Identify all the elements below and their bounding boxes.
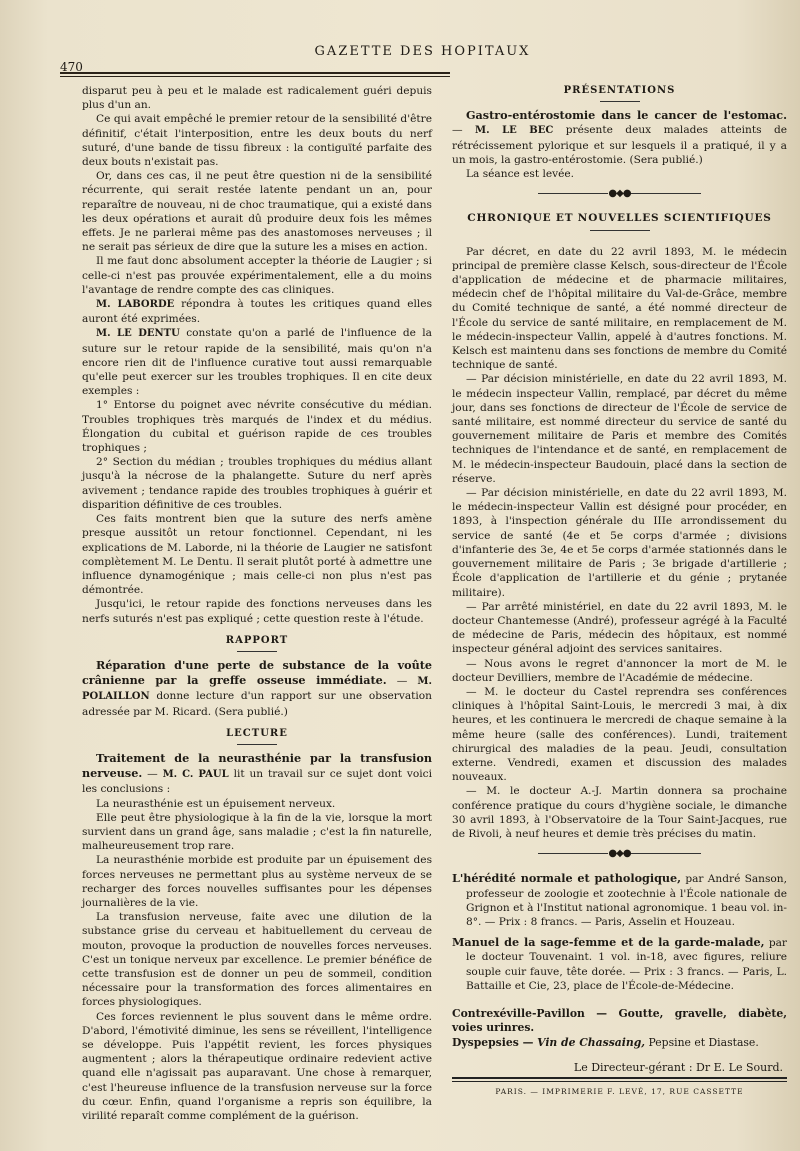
- paragraph: Jusqu'ici, le retour rapide des fonctions nerveuses dans les nerfs suturés n'est pas expliqué ; cette question reste à l'étude.: [82, 598, 432, 625]
- heading-text: LECTURE: [226, 727, 288, 739]
- advert-dyspepsies: [452, 1036, 787, 1050]
- paragraph: Or, dans ces cas, il ne peut être question ni de la sensibilité récurrente, qui serait restée latente pendant un an, pour reparaître de nouveau, ni de choc traumatique, qui a existé dans les deux opérations et aurait dû produire deux fois les mêmes effets. Je ne parlerai même pas des anastomoses nerveuses ; il ne serait pas sérieux de dire que la suture les a mises en action.: [82, 170, 432, 254]
- paragraph-text: lit un travail sur ce sujet dont voici les conclusions :: [82, 768, 432, 796]
- seance-levee: La séance est levée.: [466, 168, 575, 181]
- speaker-name: M. C. PAUL: [162, 769, 229, 781]
- news-item: — Nous avons le regret d'annoncer la mort de M. le docteur Devilliers, membre de l'Académie de médecine.: [452, 657, 787, 684]
- speaker-name: M. POLAILLON: [82, 676, 432, 703]
- imprimerie-line: PARIS. — IMPRIMERIE F. LEVÉ, 17, RUE CASSETTE: [495, 1086, 744, 1096]
- speaker-name: M. LE BEC: [475, 125, 554, 137]
- paragraph: Ces faits montrent bien que la suture des nerfs amène presque aussitôt un retour fonctionnel. Cependant, ni les explications de M. Laborde, ni la théorie de Laugier ne satisfont complètement M. Le Dentu. Il serait plutôt porté à admettre une influence dynamogénique ; mais celle-ci non plus n'est pas démontrée.: [82, 513, 432, 597]
- left-column: [82, 84, 432, 1123]
- book-text: par le docteur Touvenaint. 1 vol. in-18, avec figures, reliure souple cuir fauve, tête dorée. — Prix : 3 francs. — Paris, L. Battaille et Cie, 23, place de l'École-de-Médecine.: [466, 937, 787, 992]
- paragraph: 2° Section du médian ; troubles trophiques du médius allant jusqu'à la nécrose de la phalangette. Suture du nerf après avivement ; tendance rapide des troubles trophiques à guérir et disparition définitive de ces troubles.: [82, 456, 432, 511]
- section-heading-chronique: [452, 211, 787, 230]
- directeur-gerant: Le Directeur-gérant : Dr E. Le Sourd.: [573, 1060, 783, 1074]
- footer-rule: [452, 1077, 787, 1079]
- article-title: Gastro-entérostomie dans le cancer de l'estomac.: [466, 108, 787, 123]
- paragraph-text: présente deux malades atteints de rétrécissement pylorique et sur lesquels il a pratiqué, il y a un mois, la gastro-entérostomie. (Sera publié.): [452, 124, 788, 166]
- section-heading-lecture: [82, 727, 432, 745]
- advert-contrexeville: Contrexéville-Pavillon — Goutte, gravelle, diabète, voies urinres.: [452, 1006, 787, 1035]
- paragraph-text: répondra à toutes les critiques quand elles auront été exprimées.: [82, 298, 433, 326]
- separator: —: [518, 1036, 538, 1050]
- separator: —: [142, 768, 163, 781]
- paragraph: 1° Entorse du poignet avec névrite consécutive du médian. Troubles trophiques très marqués de l'index et du médius. Élongation du cubital et guérison rapide de ces troubles trophiques ;: [82, 399, 432, 455]
- advert-bold: Dyspepsies: [452, 1036, 519, 1050]
- header-rule: [60, 72, 450, 74]
- running-title: GAZETTE DES HOPITAUX: [314, 44, 531, 59]
- ornament-divider: ●◆●: [452, 847, 787, 861]
- news-item: — Par décision ministérielle, en date du 22 avril 1893, M. le médecin-inspecteur Vallin est désigné pour procéder, en 1893, à l'inspection générale du IIIe arrondissement du service de santé (4e et 5e corps d'armée ; divisions d'infanterie des 3e, 4e et 5e corps d'armée stationnés dans le gouvernement militaire de Paris ; 3e brigade d'artillerie ; École d'application de l'artillerie et du génie ; prytanée militaire).: [452, 487, 787, 599]
- header-rule-thin: [60, 76, 450, 77]
- right-column: [452, 84, 787, 1099]
- book-text: par André Sanson, professeur de zoologie et zootechnie à l'École nationale de Grignon et à l'Institut national agronomique. 1 beau vol. in-8°. — Prix : 8 francs. — Paris, Asselin et Houzeau.: [466, 873, 787, 928]
- news-item: — Par décision ministérielle, en date du 22 avril 1893, M. le médecin inspecteur Vallin, remplacé, par décret du même jour, dans ses fonctions de directeur de l'École de service de santé militaire, est nommé directeur du service de santé du gouvernement militaire de Paris et membre des Comités techniques de l'intendance et de santé, en remplacement de M. le médecin-inspecteur Baudouin, placé dans la section de réserve.: [452, 373, 787, 485]
- speaker-name: M. LABORDE: [96, 299, 175, 311]
- book-title: Manuel de la sage-femme et de la garde-malade,: [452, 935, 765, 950]
- speaker-name: M. LE DENTU: [96, 328, 180, 340]
- paragraph: disparut peu à peu et le malade est radicalement guéri depuis plus d'un an.: [82, 85, 432, 112]
- book-notice: [452, 935, 787, 993]
- paragraph: [452, 108, 787, 167]
- section-heading-presentations: [452, 84, 787, 102]
- footer-rule-thin: [452, 1081, 787, 1082]
- news-item: — M. le docteur A.-J. Martin donnera sa prochaine conférence pratique du cours d'hygiène sociale, le dimanche 30 avril 1893, à l'Observatoire de la Tour Saint-Jacques, rue de Rivoli, à neuf heures et demie très précises du matin.: [452, 785, 787, 840]
- paragraph: Ces forces reviennent le plus souvent dans le même ordre. D'abord, l'émotivité diminue, les sens se réveillent, l'intelligence se développe. Puis l'appétit revient, les forces physiques augmentent ; alors la thérapeutique ordinaire redevient active quand elle n'agissait pas auparavant. Une chose à remarquer, c'est l'heureuse influence de la transfusion nerveuse sur la force du cœur. Enfin, quand l'organisme a repris son équilibre, la virilité reparaît comme complément de la guérison.: [82, 1010, 432, 1123]
- heading-text: PRÉSENTATIONS: [563, 85, 676, 96]
- paragraph: Elle peut être physiologique à la fin de la vie, lorsque la mort survient dans un grand âge, sans maladie ; c'est la fin naturelle, malheureusement trop rare.: [82, 811, 432, 853]
- ornament-divider: ●◆●: [452, 187, 787, 201]
- paragraph: Il me faut donc absolument accepter la théorie de Laugier ; si celle-ci n'est pas prouvée expérimentalement, elle a du moins l'avantage de rendre compte des cas cliniques.: [82, 255, 432, 296]
- heading-text: CHRONIQUE ET NOUVELLES SCIENTIFIQUES: [467, 212, 772, 225]
- advert-italic: Vin de Chassaing,: [537, 1036, 646, 1050]
- book-notice: [452, 871, 787, 929]
- article-title: Réparation d'une perte de substance de la voûte crânienne par la greffe osseuse immédiate.: [82, 657, 432, 688]
- paragraph: [82, 297, 432, 326]
- paragraph: La neurasthénie est un épuisement nerveux.: [96, 797, 336, 810]
- separator: —: [452, 124, 476, 137]
- paragraph: [82, 326, 432, 398]
- news-item: — M. le docteur du Castel reprendra ses conférences cliniques à l'hôpital Saint-Louis, le mercredi 3 mai, à dix heures, et les continuera le mercredi de chaque semaine à la même heure (salle des conférences). Lundi, traitement chirurgical des maladies de la peau. Jeudi, consultation externe. Vendredi, examen et discussion des malades nouveaux.: [452, 685, 787, 784]
- separator: —: [386, 675, 418, 688]
- section-heading-rapport: [82, 634, 432, 652]
- news-item: — Par arrêté ministériel, en date du 22 avril 1893, M. le docteur Chantemesse (André), professeur agrégé à la Faculté de médecine de Paris, médecin des hôpitaux, est nommé inspecteur général adjoint des services sanitaires.: [452, 600, 787, 656]
- page-header: [60, 44, 785, 72]
- paragraph: Ce qui avait empêché le premier retour de la sensibilité d'être définitif, c'était l'interposition, entre les deux bouts du nerf suturé, d'une bande de tissu fibreux : la contiguïté parfaite des deux bouts n'existait pas.: [82, 113, 432, 169]
- page-number: 470: [60, 60, 83, 74]
- paragraph: La neurasthénie morbide est produite par un épuisement des forces nerveuses ne permettant plus au système nerveux de se recharger des forces nouvelles suffisantes pour les dépenses journalières de la vie.: [82, 854, 432, 909]
- advert-text: Pepsine et Diastase.: [645, 1036, 759, 1050]
- paragraph: [82, 751, 432, 797]
- article-title: Traitement de la neurasthénie par la transfusion nerveuse.: [82, 750, 432, 781]
- paragraph-text: constate qu'on a parlé de l'influence de la suture sur le retour rapide de la sensibilité, mais qu'on n'a encore rien dit de l'influence curative tout aussi remarquable qu'elle peut exercer sur les troubles trophiques. Il en cite deux exemples :: [82, 327, 433, 398]
- news-item: Par décret, en date du 22 avril 1893, M. le médecin principal de première classe Kelsch, sous-directeur de l'École d'application de médecine et de pharmacie militaires, médecin chef de l'hôpital militaire du Val-de-Grâce, membre du Comité technique de santé, a été nommé directeur de l'École du service de santé militaire, en remplacement de M. le médecin-inspecteur Vallin, appelé à d'autres fonctions. M. Kelsch est maintenu dans ses fonctions de membre du Comité technique de santé.: [452, 245, 787, 372]
- paragraph: [82, 658, 432, 719]
- paragraph: La transfusion nerveuse, faite avec une dilution de la substance grise du cerveau et habituellement du cerveau de mouton, provoque la production de nouvelles forces nerveuses. C'est un tonique nerveux par excellence. Le premier bénéfice de cette transfusion est de donner un peu de sommeil, condition nécessaire pour la transformation des forces alimentaires en forces physiologiques.: [82, 911, 432, 1009]
- paragraph-text: donne lecture d'un rapport sur une observation adressée par M. Ricard. (Sera publié.): [82, 690, 432, 718]
- heading-text: RAPPORT: [225, 634, 289, 646]
- book-title: L'hérédité normale et pathologique,: [452, 871, 682, 886]
